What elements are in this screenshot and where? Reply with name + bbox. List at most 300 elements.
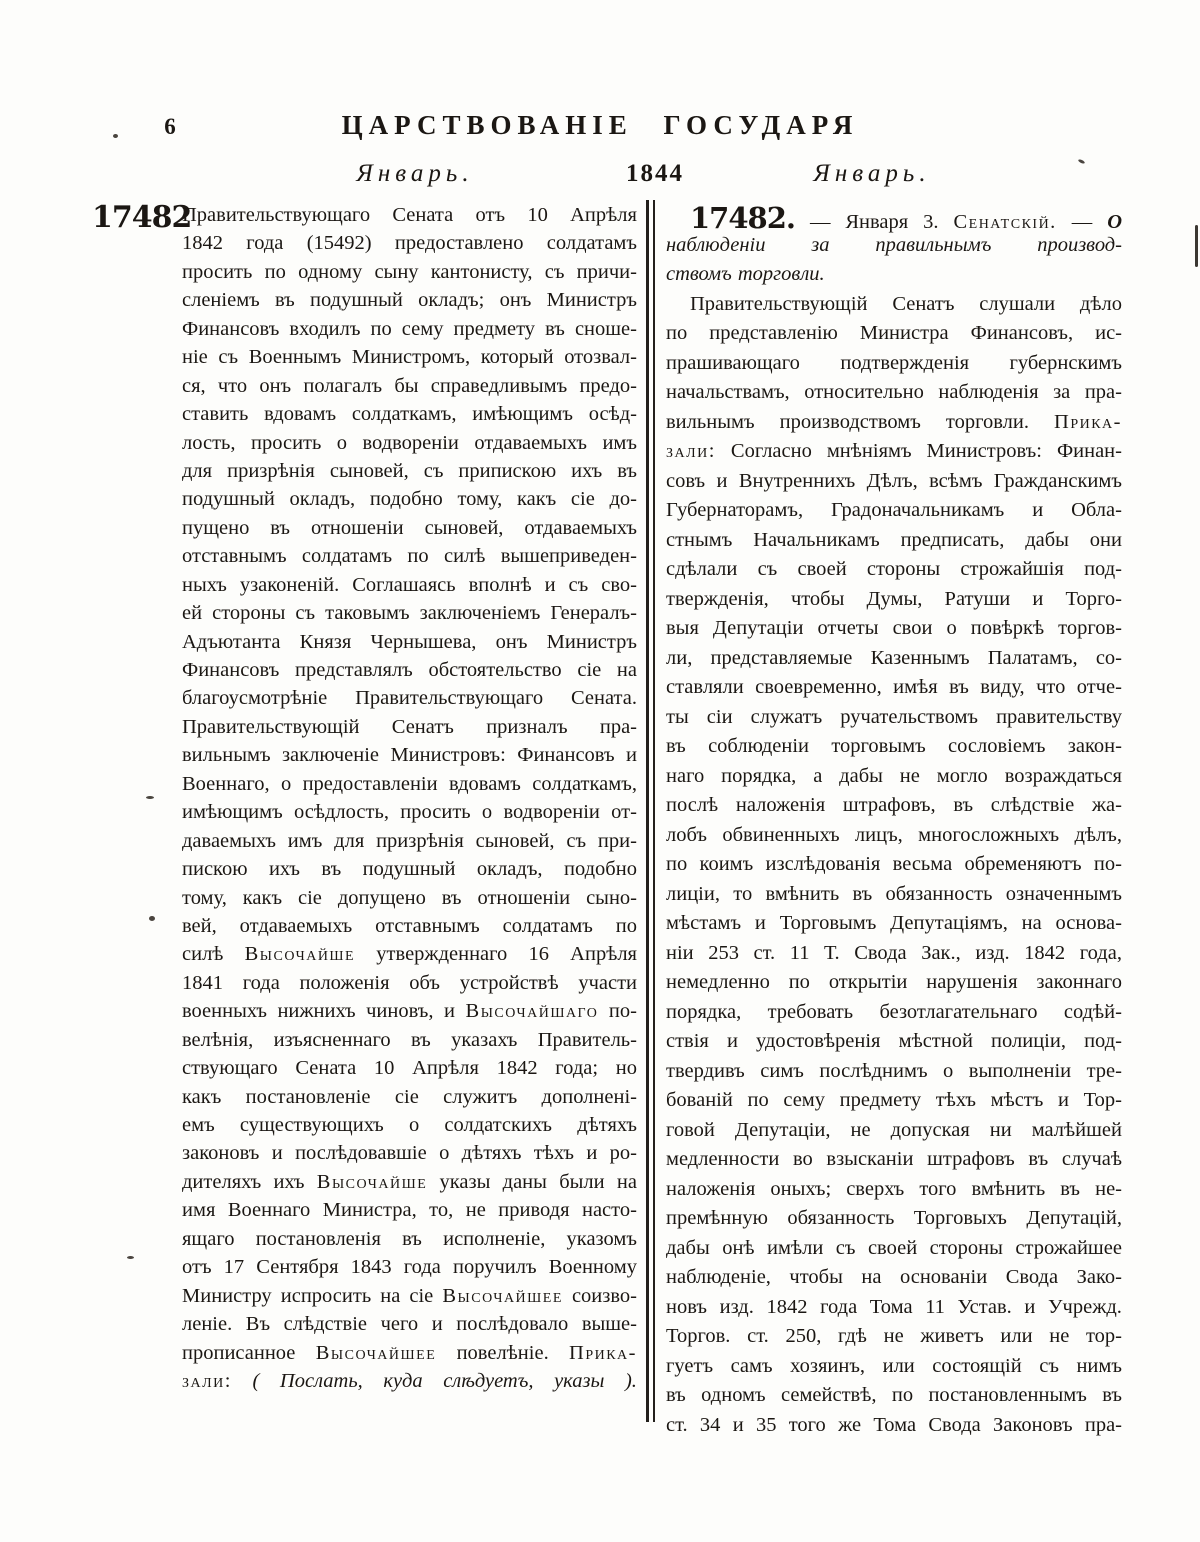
word: гдѣ — [837, 1325, 867, 1347]
text-line — [666, 706, 1122, 736]
running-head-year: 1844 — [626, 160, 684, 187]
word: сыну — [374, 260, 419, 283]
word: дабы — [666, 1236, 710, 1259]
word: постановленнымъ — [928, 1384, 1087, 1406]
entry-number: 17482 — [92, 200, 192, 235]
word: водвореніи — [362, 431, 459, 454]
word: ей — [182, 602, 203, 625]
text-line — [666, 1414, 1122, 1444]
word: торговли. — [737, 263, 825, 285]
word: наблюденіи — [666, 233, 766, 256]
word: испросить — [280, 1284, 372, 1307]
word: обязанность — [885, 882, 993, 905]
word: ствующаго — [182, 1057, 278, 1080]
text-line — [666, 1384, 1122, 1414]
word: премѣнную — [666, 1207, 768, 1229]
word: выполненіи — [968, 1059, 1072, 1082]
word: пра- — [599, 715, 637, 738]
word: участи — [578, 971, 637, 994]
word: съ — [835, 1236, 856, 1259]
word: 17482. — [690, 201, 795, 235]
word: вмѣнить — [971, 1177, 1046, 1200]
word: не — [899, 764, 920, 787]
word: тре- — [1086, 1059, 1122, 1082]
word: торговымъ — [831, 735, 926, 757]
word: 35 — [755, 1413, 777, 1436]
word: зали: — [182, 1369, 232, 1392]
word: пра- — [1084, 381, 1122, 403]
word: допуская — [890, 1118, 970, 1141]
word: постановленіе — [245, 1085, 371, 1108]
word: обвиненныхъ — [722, 823, 840, 846]
word: съ — [568, 573, 589, 596]
left-column — [182, 204, 637, 1398]
word: ручательствомъ — [840, 705, 979, 728]
word: сво- — [601, 573, 637, 596]
word: водвореніи — [503, 801, 600, 824]
word: обременяютъ — [964, 853, 1082, 875]
word: Зако- — [1076, 1266, 1122, 1288]
word: сноше- — [574, 317, 637, 340]
word: немедленно — [666, 971, 770, 993]
word: всѣмъ — [929, 469, 983, 492]
word: 3. — [923, 211, 939, 233]
word: по — [615, 914, 637, 937]
word: сему — [783, 1089, 826, 1111]
word: и — [1032, 587, 1044, 610]
word: года — [246, 232, 284, 255]
word: говой — [666, 1118, 715, 1141]
word: губернскимъ — [1009, 351, 1122, 374]
word: вмѣнить — [765, 882, 840, 905]
word: просить — [250, 431, 322, 454]
word: что — [1036, 676, 1066, 698]
text-line — [182, 375, 637, 403]
word: полиціи, — [991, 1030, 1066, 1052]
text-line — [666, 440, 1122, 470]
word: сіе — [394, 1085, 419, 1108]
word: законовъ — [182, 1142, 260, 1165]
word: нижнихъ — [277, 1000, 356, 1023]
word: предмету — [839, 1089, 922, 1111]
word: ст. — [666, 1413, 688, 1436]
word: повелѣніе. — [456, 1341, 549, 1364]
word: въ — [275, 289, 295, 312]
word: отставнымъ — [375, 914, 480, 937]
text-line — [666, 765, 1122, 795]
word: Министру — [182, 1284, 272, 1307]
text-line — [182, 830, 637, 858]
word: Прика- — [1054, 410, 1122, 433]
word: или — [1000, 1325, 1033, 1347]
word: гуетъ — [666, 1354, 714, 1377]
word: 10 — [373, 1057, 395, 1080]
text-line — [666, 853, 1122, 883]
word: и — [544, 573, 556, 596]
word: виду, — [980, 676, 1025, 698]
word: Гражданскимъ — [993, 469, 1122, 492]
word: тому, — [457, 488, 503, 511]
word: служатъ — [750, 705, 823, 728]
text-line — [182, 1000, 637, 1028]
word: Военнаго, — [182, 772, 270, 795]
word: Свода — [854, 941, 907, 964]
word: просить — [182, 260, 253, 283]
word: не- — [1095, 1177, 1122, 1200]
word: отче- — [1076, 676, 1122, 698]
word: осѣд- — [588, 403, 637, 426]
word: Военнаго — [227, 1199, 311, 1222]
scan-artifact — [113, 134, 118, 138]
text-line — [182, 1142, 637, 1170]
word: послѣ — [666, 794, 719, 816]
word: слѣдуетъ, — [443, 1369, 534, 1392]
word: соизво- — [571, 1284, 637, 1307]
word: ствія — [666, 1030, 709, 1052]
word: ). — [624, 1369, 637, 1392]
word: ящаго — [182, 1227, 235, 1250]
word: вей, — [182, 914, 217, 937]
word: под- — [1084, 1030, 1122, 1052]
word: повѣркѣ — [970, 617, 1045, 639]
word: подушный — [362, 858, 456, 881]
text-line — [666, 735, 1122, 765]
word: взысканіи — [826, 1148, 914, 1170]
word: вышеприведен- — [500, 545, 637, 568]
text-line — [666, 1266, 1122, 1296]
word: указахъ — [451, 1028, 518, 1051]
word: дабы — [1025, 528, 1069, 551]
word: Казеннымъ — [870, 646, 970, 669]
text-line — [182, 915, 637, 943]
word: по — [666, 322, 688, 344]
word: основа- — [1055, 912, 1122, 934]
word: Правительствующій — [690, 292, 868, 315]
word: свои — [892, 617, 933, 639]
text-line — [182, 943, 637, 971]
word: съ — [566, 829, 587, 852]
word: стороны — [866, 558, 941, 580]
word: ихъ — [571, 459, 603, 482]
word: и — [444, 1000, 455, 1023]
word: имъ — [287, 829, 323, 852]
word: порядка, — [721, 764, 797, 787]
text-line — [666, 1030, 1122, 1060]
text-line — [666, 1148, 1122, 1178]
scan-artifact — [149, 916, 155, 921]
word: дѣло — [1079, 292, 1122, 315]
word: даны — [502, 1170, 547, 1193]
word: ніи — [666, 941, 694, 964]
word: безотлагательнаго — [879, 1000, 1038, 1023]
word: сыно- — [586, 886, 637, 909]
right-column — [666, 201, 1122, 1443]
word: вполнѣ — [468, 573, 532, 596]
word: 250, — [785, 1325, 822, 1347]
word: наблюденія — [938, 381, 1039, 403]
word: Сената — [295, 1057, 357, 1080]
word: сыновей, — [329, 459, 409, 482]
word: тор- — [1085, 1325, 1122, 1347]
text-line — [666, 1119, 1122, 1149]
word: подушный — [182, 488, 275, 511]
text-line — [666, 293, 1122, 323]
word: имѣли — [767, 1236, 824, 1259]
word: и — [732, 1413, 744, 1436]
word: Высочайшаго — [465, 1000, 599, 1023]
word: солдатскихъ — [444, 1114, 553, 1136]
word: отъ — [182, 1256, 212, 1279]
word: 1842 — [496, 1057, 538, 1080]
word: солдатамъ — [301, 545, 393, 568]
word: тѣхъ — [935, 1089, 976, 1111]
text-line — [182, 1228, 637, 1256]
word: ли, — [666, 646, 693, 669]
word: отдаваемыхъ — [524, 516, 637, 539]
word: сверхъ — [846, 1177, 905, 1200]
word: положенія — [299, 971, 390, 994]
text-line — [182, 602, 637, 630]
running-head-month-left: Январь. — [356, 160, 474, 187]
word: торгов- — [1058, 617, 1122, 639]
word: выя — [666, 617, 699, 639]
word: и — [1024, 1295, 1036, 1318]
word: Министромъ, — [351, 346, 471, 369]
word: сему — [401, 317, 444, 340]
word: допущено — [337, 886, 426, 909]
text-line — [666, 1001, 1122, 1031]
word: хозяинъ, — [790, 1354, 866, 1377]
word: поручилъ — [453, 1256, 537, 1279]
text-line — [666, 588, 1122, 618]
word: Депутаціи — [712, 617, 804, 639]
text-line — [182, 1256, 637, 1284]
word: 11 — [789, 941, 810, 964]
word: по — [891, 1384, 914, 1406]
word: прописанное — [182, 1341, 296, 1364]
word: могло — [936, 764, 988, 787]
word: ро- — [609, 1142, 637, 1165]
word: ихъ — [268, 858, 300, 881]
word: живетъ — [920, 1325, 984, 1347]
word: 1842 — [1024, 941, 1066, 964]
word: отношеніи — [310, 516, 404, 539]
text-line — [666, 1178, 1122, 1208]
word: Правительствующаго — [355, 687, 544, 710]
text-line — [182, 631, 637, 659]
text-line — [182, 488, 637, 516]
page-number: 6 — [164, 114, 176, 139]
word: закон- — [1067, 735, 1122, 757]
word: имѣющимъ — [472, 403, 573, 426]
text-line — [182, 716, 637, 744]
word: штрафовъ — [927, 1148, 1015, 1170]
text-line — [182, 972, 637, 1000]
word: какъ — [516, 488, 557, 511]
word: своей — [797, 558, 847, 580]
word: и — [1058, 1089, 1069, 1111]
word: имъ — [602, 431, 637, 454]
word: ствомъ — [666, 263, 732, 285]
word: по — [264, 260, 286, 283]
word: Правительствующаго — [182, 204, 371, 226]
word: дабы — [839, 764, 883, 787]
word: съ — [423, 459, 444, 482]
word: съ — [1039, 1354, 1059, 1377]
word: утвержденнаго — [376, 943, 508, 966]
word: 17 — [223, 1256, 245, 1279]
word: на — [1021, 912, 1042, 934]
word: нарушенія — [926, 971, 1018, 993]
text-line — [182, 801, 637, 829]
word: твердивъ — [666, 1059, 745, 1082]
text-line — [182, 460, 637, 488]
word: по — [788, 971, 810, 993]
word: ни — [989, 1118, 1012, 1141]
text-line — [666, 234, 1122, 264]
word: о — [943, 1059, 954, 1082]
word: то — [733, 882, 753, 905]
word: послѣдовавшіе — [295, 1142, 427, 1165]
word: сословіемъ — [948, 735, 1046, 757]
word: по — [747, 1089, 769, 1111]
word: ты — [666, 705, 689, 728]
word: по — [407, 545, 429, 568]
word: Января — [845, 211, 909, 233]
word: дителяхъ — [182, 1170, 262, 1193]
word: въ — [949, 676, 969, 698]
word: въ — [402, 1227, 422, 1250]
word: во — [792, 1148, 813, 1170]
word: чиновъ, — [366, 1000, 434, 1023]
word: Правитель- — [537, 1028, 637, 1051]
word: чего — [380, 1313, 419, 1336]
word: ихъ — [273, 1170, 305, 1193]
word: и — [431, 1313, 443, 1336]
text-line — [666, 912, 1122, 942]
word: под- — [1084, 558, 1122, 580]
word: о — [439, 1142, 450, 1165]
word: для — [334, 829, 365, 852]
text-line — [182, 574, 637, 602]
word: онъ — [499, 289, 532, 312]
word: Министра — [859, 322, 949, 344]
word: что — [217, 374, 248, 397]
word: года; — [555, 1057, 599, 1080]
word: Князя — [299, 630, 352, 653]
word: ныхъ — [182, 573, 227, 596]
word: въ — [270, 516, 291, 539]
word: представленію — [709, 322, 838, 344]
word: содѣй- — [1063, 1000, 1122, 1023]
word: сіе — [577, 659, 602, 681]
word: Сената — [392, 204, 454, 226]
word: Тор- — [1083, 1089, 1122, 1111]
text-line — [666, 942, 1122, 972]
word: лобъ — [666, 823, 707, 846]
word: Депутацій, — [1026, 1207, 1122, 1229]
word: приводя — [498, 1199, 570, 1222]
word: но — [615, 1057, 637, 1080]
word: лицъ, — [854, 823, 903, 846]
word: Финансовъ — [517, 744, 615, 767]
word: по- — [1093, 853, 1122, 875]
word: Высочайшее — [315, 1341, 437, 1364]
word: а — [813, 764, 823, 787]
word: ст. — [753, 941, 776, 964]
word: года — [820, 1295, 858, 1318]
word: весьма — [892, 853, 953, 875]
text-line — [666, 263, 1122, 293]
word: 1841 — [182, 971, 223, 994]
word: Торговымъ — [779, 912, 877, 934]
word: окладъ, — [289, 488, 356, 511]
text-line — [666, 883, 1122, 913]
word: мѣстамъ — [666, 912, 742, 934]
word: по — [666, 853, 688, 875]
word: изслѣдованія — [765, 853, 881, 875]
word: кантонисту, — [430, 260, 533, 283]
word: Начальникамъ — [753, 528, 880, 551]
word: узаконеній. — [239, 573, 340, 596]
word: — — [1071, 211, 1093, 233]
word: относительно — [804, 381, 924, 403]
word: какъ — [242, 886, 283, 909]
word: и — [625, 744, 637, 767]
word: мѣстъ — [990, 1089, 1044, 1111]
word: окладъ, — [476, 858, 543, 881]
word: торговли. — [945, 410, 1029, 433]
word: въ — [545, 317, 565, 340]
word: начальствамъ, — [666, 381, 790, 403]
text-line — [666, 1089, 1122, 1119]
word: коимъ — [699, 853, 754, 875]
word: года — [403, 1256, 441, 1279]
word: или — [882, 1354, 915, 1377]
text-line — [182, 1057, 637, 1085]
word: указы — [554, 1369, 605, 1392]
word: дѣлъ, — [1074, 823, 1122, 846]
text-line — [182, 432, 637, 460]
word: не — [1049, 1325, 1070, 1347]
word: постановленія — [255, 1227, 381, 1250]
text-line — [182, 858, 637, 886]
word: Въ — [245, 1313, 271, 1336]
word: штрафовъ, — [842, 794, 936, 816]
word: состоящій — [932, 1354, 1022, 1377]
word: предоставлено — [394, 232, 524, 255]
word: о — [946, 617, 957, 639]
text-line — [182, 887, 637, 915]
word: они — [1089, 528, 1122, 551]
word: пра- — [1084, 1413, 1122, 1436]
text-line — [182, 261, 637, 289]
word: имѣющимъ — [182, 801, 283, 824]
word: Свода — [928, 1413, 981, 1436]
word: удостовѣренія — [756, 1030, 881, 1052]
word: ставить — [182, 403, 249, 426]
word: Т. — [824, 941, 840, 964]
word: мѣстной — [898, 1030, 973, 1052]
word: вильнымъ — [182, 744, 271, 767]
word: оныхъ; — [770, 1177, 832, 1200]
word: возраждаться — [1004, 764, 1122, 787]
text-line — [666, 617, 1122, 647]
text-line — [666, 558, 1122, 588]
word: изд. — [719, 1295, 754, 1318]
word: Тома — [869, 1295, 913, 1318]
word: имѣя — [893, 676, 938, 698]
